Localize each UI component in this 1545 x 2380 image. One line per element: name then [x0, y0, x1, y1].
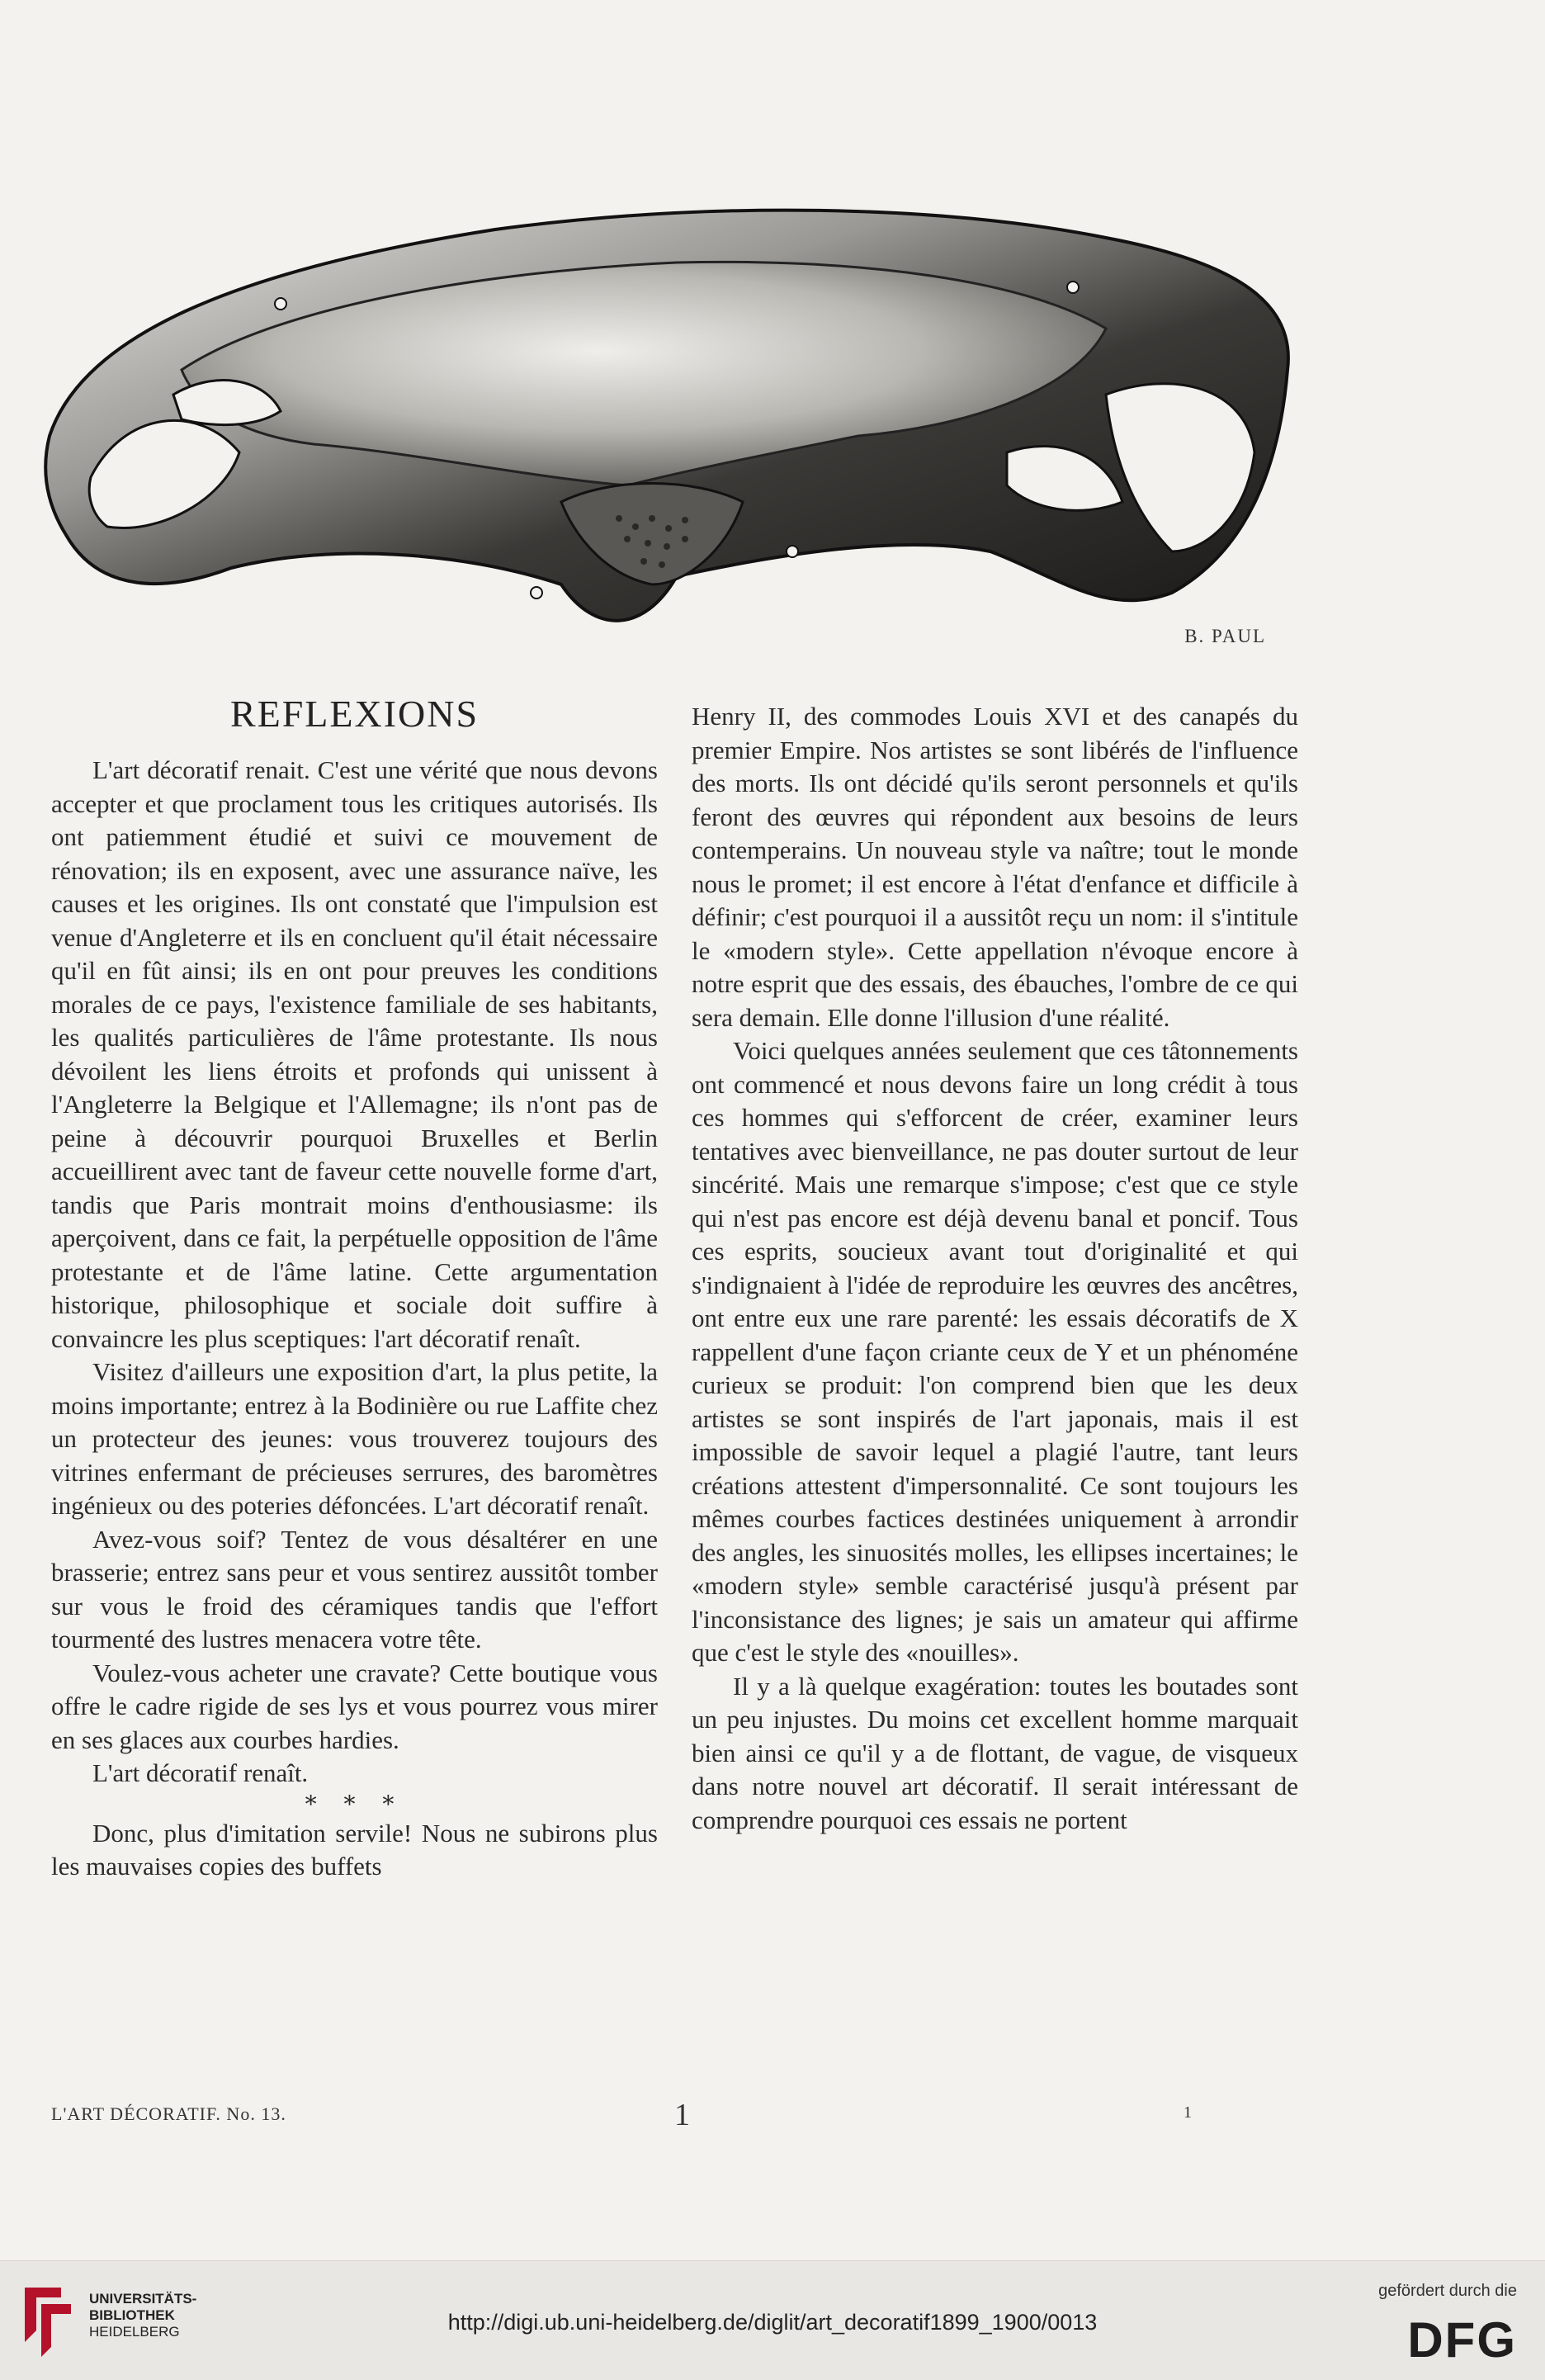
paragraph: Henry II, des commodes Louis XVI et des canapés du premier Empire. Nos artistes se sont libérés de l'influence des morts. Ils ont décidé qu'ils seront personnels et qu'ils feront des œuvres qui répondent aux besoins de leurs contemperains. Un nouveau style va naître; tout le monde nous le promet; il est encore à l'état d'enfance et difficile à définir; c'est pourquoi il a aussitôt reçu un nom: il s'intitule le «modern style». Cette appellation n'évoque encore à notre esprit que des essais, des ébauches, l'ombre de ce qui sera demain. Elle donne l'illusion d'une réalité. — [692, 702, 1298, 1032]
page-footer — [51, 2098, 1289, 2136]
image-credit: B. PAUL — [1184, 626, 1266, 646]
paragraph: L'art décoratif renait. C'est une vérité que nous devons accepter et que proclament tous les critiques autorisés. Ils ont patiemment étudié et suivi ce mouvement de rénovation; ils en exposent, avec une assurance naïve, les causes et les origines. Ils ont constaté que l'impulsion est venue d'Angleterre et ils en concluent qu'il était nécessaire qu'il en fût ainsi; ils en ont pour preuves les conditions morales de ce pays, l'existence familiale de ses habitants, les qualités particulières de l'âme protestante. Ils nous dévoilent les liens étroits et profonds qui unissent à l'Angleterre la Belgique et l'Allemagne; ils n'ont pas de peine à découvrir pourquoi Bruxelles et Berlin accueillirent avec tant de faveur cette nouvelle forme d'art, tandis que Paris montrait moins d'enthousiasme: ils aperçoivent, dans ce fait, la perpétuelle opposition de l'âme protestante et de l'âme latine. Cette argumentation historique, philosophique et sociale doit suffire à convaincre les plus sceptiques: l'art décoratif renaît. — [51, 755, 658, 1353]
paragraph: Il y a là quelque exagération: toutes les boutades sont un peu injustes. Du moins cet excellent homme marquait bien ainsi ce qu'il y a de flottant, de vague, de visqueux dans notre nouvel art décoratif. Il serait intéressant de comprendre pourquoi ces essais ne portent — [692, 1671, 1298, 1834]
article-title: REFLEXIONS — [229, 693, 480, 735]
permalink-url[interactable]: http://digi.ub.uni-heidelberg.de/diglit/art_decoratif1899_1900/0013 — [447, 2310, 1098, 2335]
page-number: 1 — [1184, 2103, 1192, 2122]
paragraph: Avez-vous soif? Tentez de vous désaltérer en une brasserie; entrez sans peur et vous sentirez aussitôt tomber sur vous le froid des céramiques tandis que l'effort tourmenté des lustres menacera votre tête. — [51, 1524, 658, 1654]
dfg-logo: DFG — [1407, 2312, 1517, 2368]
funded-by-label: gefördert durch die — [1378, 2282, 1517, 2300]
ornament-image — [33, 205, 1304, 634]
paragraph: Donc, plus d'imitation servile! Nous ne subirons plus les mauvaises copies des buffets — [51, 1818, 658, 1881]
paragraph: Voici quelques années seulement que ces tâtonnements ont commencé et nous devons faire un long crédit à tous ces hommes qui s'efforcent de créer, examiner leurs tentatives avec bienveillance, ne pas douter surtout de leur sincérité. Mais une remarque s'impose; c'est que ce style qui n'est pas encore est déjà devenu banal et poncif. Tous ces esprits, soucieux avant tout d'originalité et qui s'indignaient à l'idée de reproduire les œuvres des ancêtres, ont entre eux une rare parenté: les essais décoratifs de X rappellent d'une façon criante ceux de Y et un phénoméne curieux se produit: l'on comprend bien que les deux artistes se sont inspirés de l'art japonais, mais il est impossible de savoir lequel a plagié l'autre, tant leurs créations attestent d'impersonnalité. Ce sont toujours les mêmes courbes factices destinées uniquement à arrondir des angles, les sinuosités molles, les ellipses incertaines; le «modern style» semble caractérisé jusqu'à présent par l'inconsistance des lignes; je sais un amateur qui affirme que c'est le style des «nouilles». — [692, 1036, 1298, 1667]
right-column — [692, 700, 1298, 1837]
signature-mark: 1 — [674, 2098, 690, 2132]
left-column — [51, 692, 658, 1884]
section-divider-stars: * * * — [305, 1790, 404, 1818]
library-line-3: HEIDELBERG — [89, 2324, 180, 2340]
paragraph: L'art décoratif renaît. — [92, 1758, 309, 1787]
paragraph: Visitez d'ailleurs une exposition d'art, la plus petite, la moins importante; entrez à la Bodinière ou rue Laffite chez un protecteur des jeunes: vous trouverez toujours des vitrines enfermant de précieuses serrures, des baromètres ingénieux ou des poteries défoncées. L'art décoratif renaît. — [51, 1357, 658, 1520]
paragraph: Voulez-vous acheter une cravate? Cette boutique vous offre le cadre rigide de ses lys et vous pourrez vous mirer en ses glaces aux courbes hardies. — [51, 1658, 658, 1754]
library-line-2: BIBLIOTHEK — [89, 2307, 175, 2323]
library-line-1: UNIVERSITÄTS- — [89, 2291, 197, 2307]
journal-name: L'ART DÉCORATIF. No. 13. — [51, 2103, 286, 2124]
